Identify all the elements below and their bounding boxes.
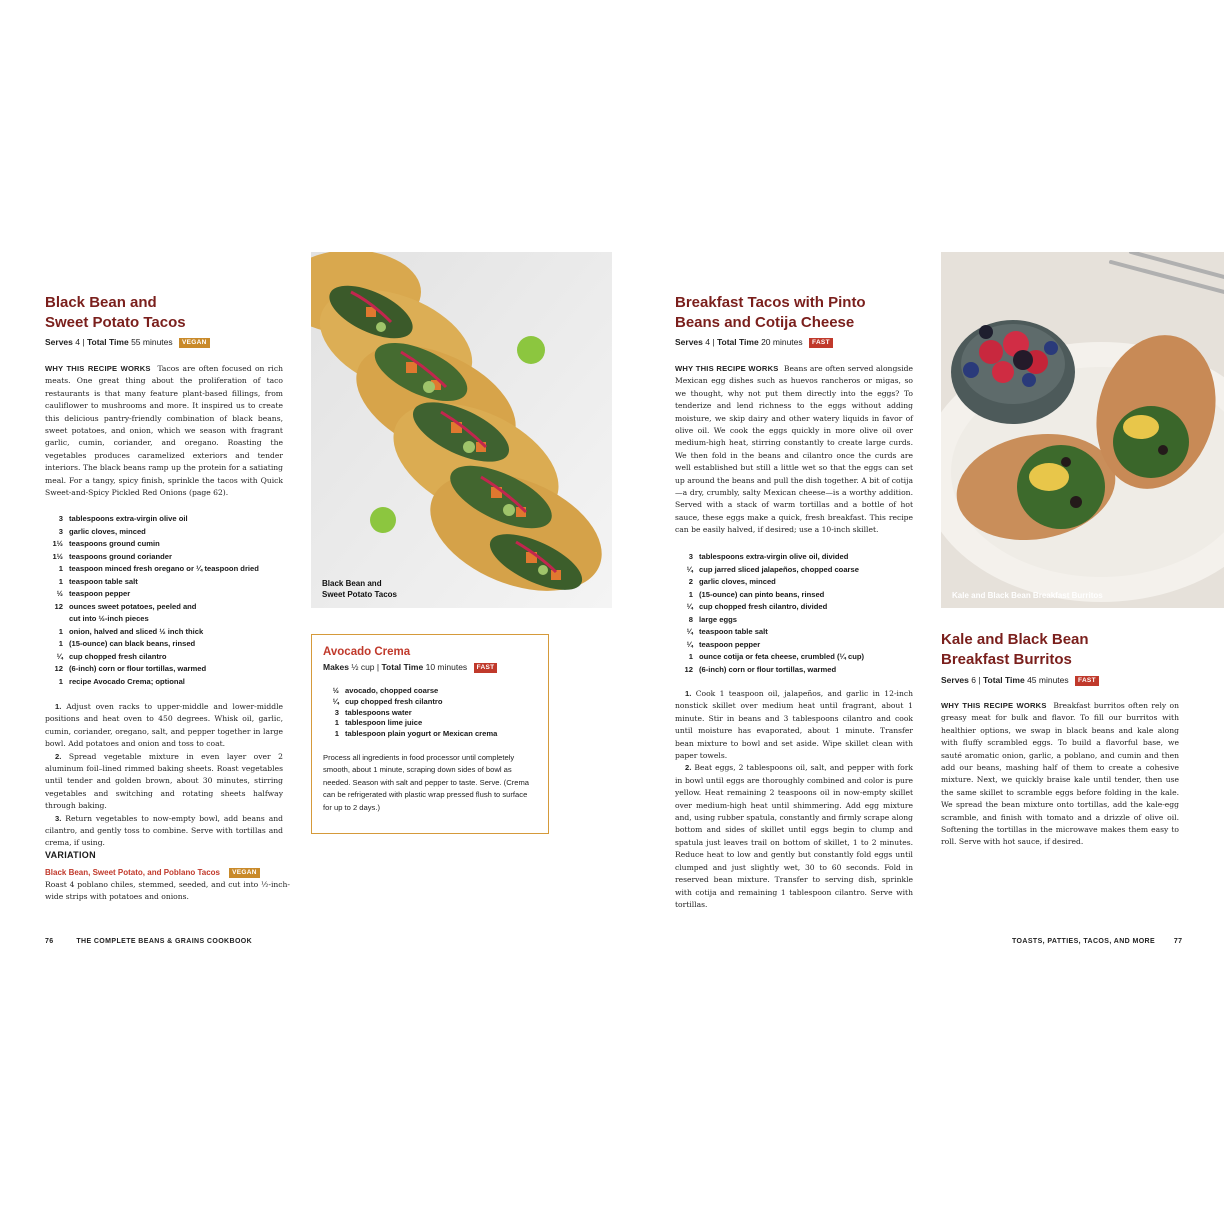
ingredient-quantity: 1 <box>58 676 63 686</box>
ingredient-item <box>45 563 295 576</box>
ingredient-quantity: 1 <box>58 639 63 648</box>
ingredient-quantity: ¼ <box>332 696 339 706</box>
ingredient-list <box>45 513 295 688</box>
method-steps <box>45 701 283 850</box>
step-text: Spread vegetable mixture in even layer over 2 aluminum foil–lined rimmed baking sheets. Roast vegetables until tender and golden brown, about 30 minutes, stirring vegetables and switching and rotating sheets halfway through baking. <box>45 751 283 811</box>
ingredient-item <box>675 639 925 652</box>
method-step <box>675 762 913 911</box>
tacos-photo <box>311 252 612 608</box>
ingredient-item <box>45 576 295 589</box>
ingredient-quantity: 1 <box>334 729 339 739</box>
ingredient-text: ounce cotija or feta cheese, crumbled (¼ cup) <box>699 652 864 661</box>
ingredient-item <box>45 601 295 614</box>
ingredient-text: tablespoons extra-virgin olive oil <box>69 514 188 523</box>
ingredient-quantity: 8 <box>688 614 693 624</box>
ingredient-text: teaspoon pepper <box>699 639 761 649</box>
step-text: Adjust oven racks to upper-middle and lower-middle positions and heat oven to 450 degrees. Whisk oil, garlic, cumin, coriander, oregano, salt, and pepper together in large bowl. Add potatoes and onion and toss to coat. <box>45 702 283 749</box>
why-this-recipe-works: WHY THIS RECIPE WORKS Beans are often served alongside Mexican egg dishes such as huevos rancheros or migas, so we thought, why not put them directly into the eggs? To tenderize and lend richness to the eggs without adding moisture, we skip dairy and other watery liquids in favor of olive oil. We cook the eggs quickly in more olive oil over medium-high heat, stirring constantly to create large curds. We then fold in the beans and cilantro once the curds are well established but still a little wet so that the eggs can set up around the beans and pull the dish together. A bit of cotija—a dry, crumbly, salty Mexican cheese—is a worthy addition. Served with a stack of warm tortillas and a bottle of hot sauce, these eggs make a quick, fresh breakfast. This recipe can be easily halved, if desired; use a 10-inch skillet. <box>675 364 913 535</box>
ingredient-quantity: 1½ <box>52 539 63 548</box>
ingredient-item <box>45 613 295 626</box>
ingredient-item <box>45 513 295 526</box>
ingredient-item <box>675 614 925 627</box>
ingredient-text: (6-inch) corn or flour tortillas, warmed <box>699 664 837 674</box>
method-step <box>675 688 913 762</box>
recipe-meta: Serves 4 | Total Time 55 minutes VEGAN <box>45 336 210 348</box>
variation-title: Black Bean, Sweet Potato, and Poblano Tacos <box>45 868 221 877</box>
variation: VARIATION Black Bean, Sweet Potato, and Poblano Tacos VEGAN Roast 4 poblano chiles, stemmed, seeded, and cut into ½-inch-wide strips with potatoes and onions. <box>45 850 290 902</box>
ingredient-item <box>675 601 925 614</box>
tacos-illustration <box>311 252 612 608</box>
ingredient-quantity: 12 <box>684 664 693 674</box>
ingredient-quantity: ½ <box>332 686 339 695</box>
ingredient-text: (6-inch) corn or flour tortillas, warmed <box>69 664 207 673</box>
vegan-badge: VEGAN <box>179 338 210 348</box>
fast-badge: FAST <box>1075 676 1099 686</box>
fast-badge: FAST <box>809 338 833 348</box>
crema-instructions: Process all ingredients in food processor until completely smooth, about 1 minute, scraping down sides of bowl as needed. Season with salt and pepper to taste. Serve. (Crema can be refrigerated with plastic wrap pressed flush to surface for up to 2 days.) <box>323 753 529 812</box>
ingredient-item <box>321 686 541 697</box>
ingredient-item <box>675 664 925 677</box>
ingredient-quantity: 2 <box>688 577 693 586</box>
ingredient-text: (15-ounce) can black beans, rinsed <box>69 639 196 648</box>
crema-meta: Makes ½ cup | Total Time 10 minutes FAST <box>323 661 497 673</box>
ingredient-quantity: ¼ <box>56 651 63 661</box>
book-title: THE COMPLETE BEANS & GRAINS COOKBOOK <box>76 938 253 945</box>
step-number: 1. <box>685 689 692 698</box>
ingredient-item <box>45 676 295 689</box>
ingredient-quantity: 3 <box>334 707 339 717</box>
ingredient-item <box>45 551 295 564</box>
footer-left <box>45 938 252 945</box>
photo-caption: Kale and Black Bean Breakfast Burritos <box>952 591 1103 600</box>
ingredient-item <box>321 708 541 719</box>
ingredient-quantity: ¼ <box>686 564 693 574</box>
ingredient-item <box>675 551 925 564</box>
ingredient-quantity: 1 <box>58 626 63 636</box>
ingredient-text: teaspoons ground cumin <box>69 539 160 548</box>
ingredient-item <box>321 718 541 729</box>
step-number: 1. <box>55 702 62 711</box>
burritos-photo <box>941 252 1224 608</box>
method-step <box>45 751 283 813</box>
section-title: TOASTS, PATTIES, TACOS, AND MORE <box>1012 938 1156 945</box>
ingredient-quantity: 3 <box>58 526 63 536</box>
ingredient-list <box>675 551 925 676</box>
ingredient-text: tablespoons water <box>345 707 412 717</box>
ingredient-item <box>45 651 295 664</box>
ingredient-text: tablespoon lime juice <box>345 718 423 728</box>
fast-badge: FAST <box>474 663 498 673</box>
ingredient-quantity: 1 <box>58 564 63 573</box>
ingredient-item <box>321 697 541 708</box>
ingredient-item <box>45 588 295 601</box>
ingredient-text: large eggs <box>699 614 737 624</box>
ingredient-item <box>45 538 295 551</box>
ingredient-item <box>45 626 295 639</box>
ingredient-text: recipe Avocado Crema; optional <box>69 676 185 686</box>
ingredient-text: garlic cloves, minced <box>69 526 146 536</box>
ingredient-item <box>675 576 925 589</box>
method-step <box>45 701 283 751</box>
ingredient-text: (15-ounce) can pinto beans, rinsed <box>699 589 825 599</box>
ingredient-quantity: 1 <box>688 652 693 661</box>
ingredient-item <box>45 526 295 539</box>
ingredient-item <box>675 589 925 602</box>
ingredient-text: tablespoons extra-virgin olive oil, divided <box>699 552 849 561</box>
ingredient-text: onion, halved and sliced ½ inch thick <box>69 626 204 636</box>
recipe-title: Kale and Black Bean Breakfast Burritos <box>941 631 1089 668</box>
method-steps <box>675 688 913 911</box>
recipe-title: Black Bean and Sweet Potato Tacos <box>45 294 186 331</box>
ingredient-quantity: 1 <box>334 718 339 728</box>
ingredient-quantity: ¼ <box>686 627 693 636</box>
ingredient-quantity: 12 <box>54 664 63 673</box>
ingredient-item <box>45 663 295 676</box>
vegan-badge: VEGAN <box>229 868 260 878</box>
ingredient-quantity: 1 <box>688 589 693 599</box>
ingredient-quantity: 12 <box>54 601 63 611</box>
crema-title: Avocado Crema <box>323 646 411 658</box>
ingredient-quantity: 1 <box>58 576 63 586</box>
burritos-illustration <box>941 252 1224 608</box>
step-text: Beat eggs, 2 tablespoons oil, salt, and pepper with fork in bowl until eggs are thoroughly combined and color is pure yellow. Heat remaining 2 teaspoons oil in now-empty skillet over medium-high heat until shimmering. Add egg mixture and, using rubber spatula, constantly and firmly scrape along bottom and sides of skillet until eggs begin to clump and spatula just leaves trail on bottom of skillet, 1 to 2 minutes. Reduce heat to low and gently but constantly fold eggs until clumped and just slightly wet, 30 to 60 seconds. Fold in reserved bean mixture. Transfer to serving dish, sprinkle with cotija and remaining 1 tablespoon cilantro. Serve with tortillas. <box>675 763 913 909</box>
ingredient-text: tablespoon plain yogurt or Mexican crema <box>345 729 498 739</box>
ingredient-quantity: ¼ <box>686 639 693 649</box>
ingredient-text: avocado, chopped coarse <box>345 686 439 695</box>
recipe-meta: Serves 6 | Total Time 45 minutes FAST <box>941 674 1099 686</box>
why-this-recipe-works: WHY THIS RECIPE WORKS Tacos are often focused on rich meats. One great thing about the proliferation of taco restaurants is that many feature plant-based fillings, from cauliflower to mushrooms and more. It inspired us to create this delicious pantry-friendly combination of black beans, sweet potatoes, and onion, which we season with fragrant garlic, cumin, coriander, and oregano. Roasting the vegetables produces caramelized exteriors and tender interiors. The black beans ramp up the protein for a satiating meal. For a tangy, spicy finish, sprinkle the tacos with Quick Sweet-and-Spicy Pickled Red Onions (page 62). <box>45 364 283 498</box>
step-number: 2. <box>55 751 62 761</box>
step-number: 2. <box>685 763 692 773</box>
ingredient-quantity: ½ <box>56 589 63 598</box>
ingredient-item <box>675 564 925 577</box>
page-number: 76 <box>45 938 54 945</box>
right-page <box>612 0 1224 1224</box>
photo-caption: Black Bean and Sweet Potato Tacos <box>322 579 397 599</box>
ingredient-text: cup chopped fresh cilantro, divided <box>699 602 828 611</box>
ingredient-text: teaspoon minced fresh oregano or ¼ teaspoon dried <box>69 564 259 573</box>
page-number: 77 <box>1173 938 1183 945</box>
footer-right <box>1012 938 1183 945</box>
ingredient-quantity: ¼ <box>686 602 693 611</box>
ingredient-text: teaspoon table salt <box>69 576 138 586</box>
ingredient-item <box>45 638 295 651</box>
ingredient-text: garlic cloves, minced <box>699 577 776 586</box>
avocado-crema-box <box>311 634 549 834</box>
ingredient-text: teaspoon table salt <box>699 627 768 636</box>
step-text: Return vegetables to now-empty bowl, add beans and cilantro, and gently toss to combine. Serve with tortillas and crema, if using. <box>45 813 283 848</box>
ingredient-text: teaspoon pepper <box>69 589 131 598</box>
ingredient-quantity <box>45 613 69 626</box>
crema-ingredient-list <box>321 686 541 740</box>
ingredient-text: ounces sweet potatoes, peeled and <box>69 601 197 611</box>
recipe-title: Breakfast Tacos with Pinto Beans and Cotija Cheese <box>675 294 866 331</box>
ingredient-quantity: 3 <box>688 552 693 561</box>
ingredient-text: cup chopped fresh cilantro <box>69 651 167 661</box>
ingredient-item <box>675 626 925 639</box>
ingredient-item <box>675 651 925 664</box>
why-this-recipe-works: WHY THIS RECIPE WORKS Breakfast burritos often rely on greasy meat for bulk and flavor. To fill our burritos with healthier options, we swap in black beans and kale along with fluffy scrambled eggs. To build a flavorful base, we sauté aromatic onion, garlic, a poblano, and cumin and then add our beans, mashing half of them to create a cohesive mixture. Next, we quickly braise kale until tender, then use the same skillet to scramble eggs before folding in the kale. We spread the bean mixture onto tortillas, add the kale-egg scramble, and finish with tomato and a drizzle of olive oil. Softening the tortillas in the microwave makes them easy to roll. Serve with hot sauce, if desired. <box>941 701 1179 847</box>
step-number: 3. <box>55 813 62 823</box>
ingredient-text: cup chopped fresh cilantro <box>345 696 443 706</box>
ingredient-text: teaspoons ground coriander <box>69 551 172 561</box>
recipe-meta: Serves 4 | Total Time 20 minutes FAST <box>675 336 833 348</box>
ingredient-quantity: 1½ <box>52 551 63 561</box>
ingredient-item <box>321 729 541 740</box>
ingredient-text: cup jarred sliced jalapeños, chopped coarse <box>699 564 859 574</box>
ingredient-text: cut into ½-inch pieces <box>69 614 149 623</box>
step-text: Cook 1 teaspoon oil, jalapeños, and garlic in 12-inch nonstick skillet over medium heat until fragrant, about 1 minute. Stir in beans and 3 tablespoons cilantro and cook until moisture has evaporated, about 1 minute. Transfer bean mixture to bowl and set aside. Wipe skillet clean with paper towels. <box>675 689 913 761</box>
method-step <box>45 813 283 850</box>
ingredient-quantity: 3 <box>58 514 63 523</box>
